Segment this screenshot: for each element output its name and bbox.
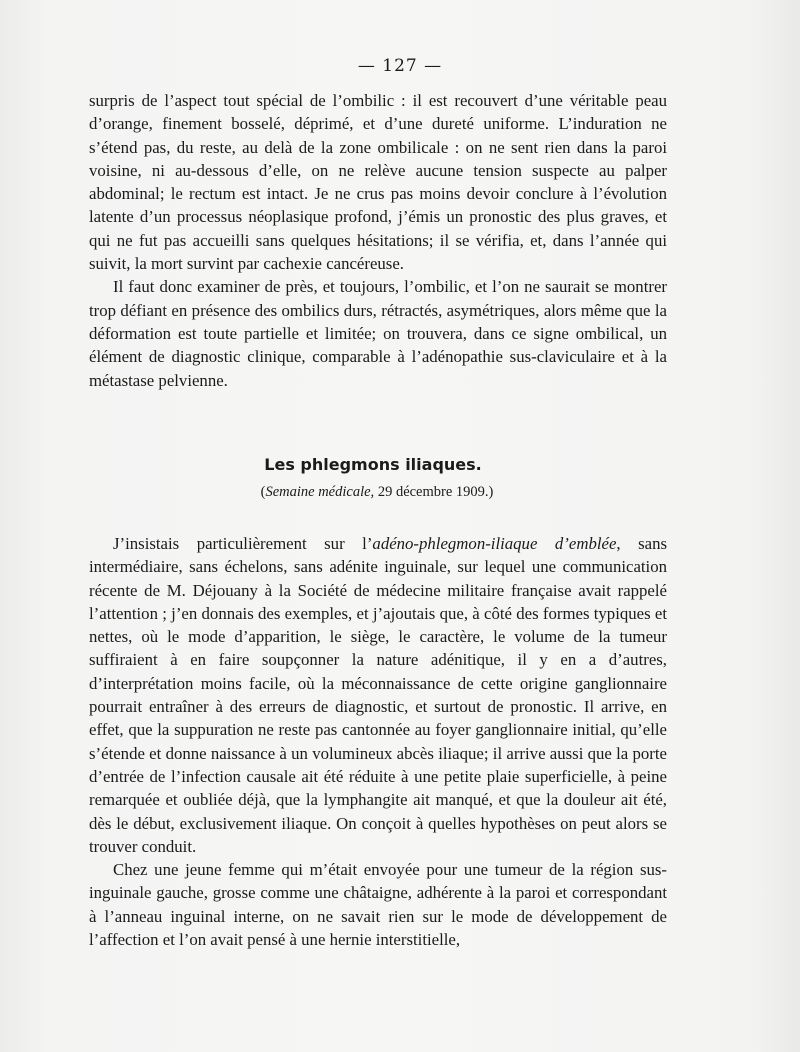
section-heading: Les phlegmons iliaques. bbox=[264, 455, 482, 474]
paragraph-part: J’insistais particulièrement sur l’ bbox=[113, 534, 373, 553]
paragraph: Il faut donc examiner de près, et toujours, l’ombilic, et l’on ne saurait se montrer trop défiant en présence des ombilics durs, rétractés, asymétriques, alors même que la déformation est toute partielle et limitée; on trouvera, dans ce signe ombilical, un élément de diagnostic clinique, comparable à l’adénopathie sus-claviculaire et à la métastase pelvienne. bbox=[89, 277, 667, 390]
paragraph: Chez une jeune femme qui m’était envoyée pour une tumeur de la région sus-inguinale gauche, grosse comme une châtaigne, adhérente à la paroi et correspondant à l’anneau inguinal interne, on ne savait rien sur le mode de développement de l’affection et l’on avait pensé à une hernie interstitielle, bbox=[89, 860, 667, 950]
paragraph-part: , sans intermédiaire, sans échelons, sans adénite inguinale, sur lequel une communication récente de M. Déjouany à la Société de médecine militaire française avait rappelé l’attention ; j’en donnais des exemples, et j’ajoutais que, à côté des formes typiques et nettes, où le mode d’apparition, le siège, le caractère, le volume de la tumeur suffiraient à en faire soupçonner la nature adénitique, il y en a d’autres, d’interprétation moins facile, où la méconnaissance de cette origine ganglionnaire pourrait entraîner à des erreurs de diagnostic, et surtout de pronostic. Il arrive, en effet, que la suppuration ne reste pas cantonnée au foyer ganglionnaire initial, qu’elle s’étende et donne naissance à un volumineux abcès iliaque; il arrive aussi que la porte d’entrée de l’infection causale ait été réduite à une petite plaie superficielle, à peine remarquée et oubliée déjà, que la lymphangite ait manqué, et que la douleur ait été, dès le début, exclusivement iliaque. On conçoit à quelles hypothèses on peut alors se trouver conduit. bbox=[89, 534, 668, 856]
source-journal: Semaine médicale, bbox=[265, 484, 375, 500]
source-citation bbox=[0, 484, 754, 501]
paragraph-italic: adéno-phlegmon-iliaque d’emblée bbox=[372, 534, 617, 553]
source-date: 29 décembre 1909.) bbox=[374, 484, 494, 500]
page-number: — 127 — bbox=[357, 56, 443, 76]
text-block-top bbox=[89, 89, 667, 392]
text-block-bottom bbox=[89, 532, 667, 951]
paragraph bbox=[89, 532, 667, 858]
paragraph: surpris de l’aspect tout spécial de l’ombilic : il est recouvert d’une véritable peau d’orange, finement bosselé, déprimé, et d’une dureté uniforme. L’induration ne s’étend pas, du reste, au delà de la zone ombilicale : on ne sent rien dans la paroi voisine, ni au-dessous d’elle, on ne relève aucune tension suspecte au palper abdominal; le rectum est intact. Je ne crus pas moins devoir conclure à l’évolution latente d’un processus néoplasique profond, j’émis un pronostic des plus graves, et qui ne fut pas accueilli sans quelques hésitations; il se vérifia, et, dans l’année qui suivit, la mort survint par cachexie cancéreuse. bbox=[89, 91, 667, 274]
source-open: ( bbox=[260, 484, 266, 500]
